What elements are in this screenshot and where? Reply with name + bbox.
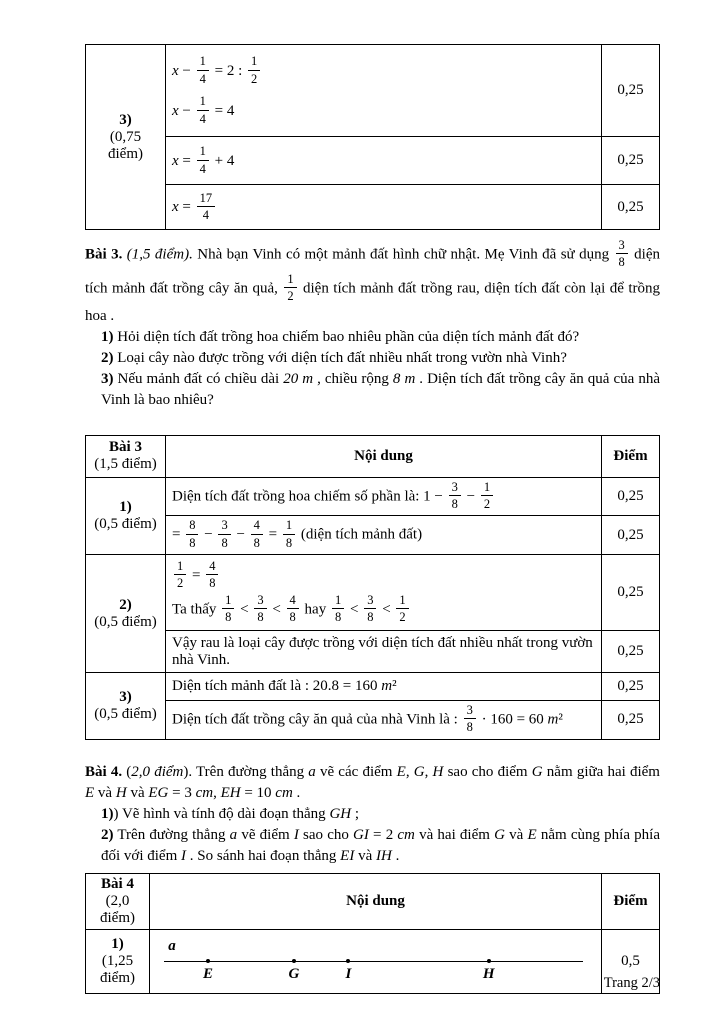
content-column-header: Nội dung — [166, 435, 602, 477]
bai3-part2-label: 2) (0,5 điểm) — [86, 555, 166, 673]
score-cell: 0,25 — [602, 185, 660, 230]
score-cell: 0,25 — [602, 631, 660, 673]
page-number: Trang 2/3 — [603, 975, 660, 991]
score-cell: 0,25 — [602, 45, 660, 137]
score-cell: 0,5 — [602, 929, 660, 993]
bai4-problem-intro: Bài 4. (2,0 điểm). Trên đường thẳng a vẽ các điểm E, G, H sao cho điểm G nằm giữa hai điểm E và H và EG = 3 cm, EH = 10 cm . — [85, 763, 660, 801]
bai3-question-3: 3) Nếu mảnh đất có chiều dài 20 m , chiều rộng 8 m . Diện tích đất trồng cây ăn quả của nhà Vinh là bao nhiêu? — [101, 370, 660, 408]
score-cell: 0,25 — [602, 516, 660, 555]
bai3-part3-label: 3) (0,5 điểm) — [86, 673, 166, 740]
bai3-question-1: 1) Hỏi diện tích đất trồng hoa chiếm bao nhiêu phần của diện tích mảnh đất đó? — [101, 328, 580, 345]
bai2-part3-label: 3) (0,75 điểm) — [86, 45, 166, 230]
bai2-part3-step1: x − $\frac{1}{4}$ = 2 : $\frac{1}{2}$ x − $\frac{1}{4}$ = 4 — [166, 45, 602, 137]
bai4-question-1: 1)) Vẽ hình và tính độ dài đoạn thẳng GH ; — [101, 805, 360, 822]
bai3-part3-step1: Diện tích mảnh đất là : 20.8 = 160 m² — [166, 673, 602, 701]
bai3-answer-table — [85, 435, 660, 740]
score-cell: 0,25 — [602, 555, 660, 631]
bai3-part1-step1: Diện tích đất trồng hoa chiếm số phần là: 1 − $\frac{3}{8}$ − $\frac{1}{2}$ — [166, 477, 602, 516]
bai2-part3-step3: x = $\frac{17}{4}$ — [166, 185, 602, 230]
score-cell: 0,25 — [602, 673, 660, 701]
line-a — [164, 961, 583, 962]
number-line-diagram: a E G I H — [164, 935, 583, 987]
bai3-table-title: Bài 3 (1,5 điểm) — [86, 435, 166, 477]
bai4-part1-figure-cell — [150, 929, 602, 993]
score-column-header: Điểm — [602, 435, 660, 477]
bai2-solution-table — [85, 44, 660, 230]
bai3-part2-step1: $\frac{1}{2}$ = $\frac{4}{8}$ Ta thấy $\frac{1}{8}$ < $\frac{3}{8}$ < $\frac{4}{8}$ hay $\frac{1}{8}$ < $\frac{3}{8}$ < $\frac{1}{2}$ — [166, 555, 602, 631]
bai4-part1-label: 1) (1,25 điểm) — [86, 929, 150, 993]
score-cell: 0,25 — [602, 701, 660, 740]
bai3-part1-label: 1) (0,5 điểm) — [86, 477, 166, 555]
bai3-part2-step2: Vậy rau là loại cây được trồng với diện tích đất nhiều nhất trong vườn nhà Vinh. — [166, 631, 602, 673]
score-cell: 0,25 — [602, 137, 660, 185]
bai4-table-title: Bài 4 (2,0 điểm) — [86, 873, 150, 929]
score-column-header: Điểm — [602, 873, 660, 929]
bai3-question-2: 2) Loại cây nào được trồng với diện tích đất nhiều nhất trong vườn nhà Vinh? — [101, 349, 567, 366]
bai2-part3-step2: x = $\frac{1}{4}$ + 4 — [166, 137, 602, 185]
bai3-part1-step2: = $\frac{8}{8}$ − $\frac{3}{8}$ − $\frac{4}{8}$ = $\frac{1}{8}$ (diện tích mảnh đất) — [166, 516, 602, 555]
bai4-question-2: 2) Trên đường thẳng a vẽ điểm I sao cho GI = 2 cm và hai điểm G và E nằm cùng phía phía đối với điểm I . So sánh hai đoạn thẳng EI và IH . — [101, 826, 660, 864]
bai4-answer-table — [85, 873, 660, 994]
score-cell: 0,25 — [602, 477, 660, 516]
bai3-part3-step2: Diện tích đất trồng cây ăn quả của nhà Vinh là : $\frac{3}{8}$ · 160 = 60 m² — [166, 701, 602, 740]
bai3-problem-intro: Bài 3. (1,5 điểm). Nhà bạn Vinh có một mảnh đất hình chữ nhật. Mẹ Vinh đã sử dụng $\frac{3}{8}$ diện tích mảnh đất trồng cây ăn quả, $\frac{1}{2}$ diện tích mảnh đất trồng rau, diện tích đất còn lại để trồng hoa . — [85, 238, 661, 324]
line-a-label: a — [168, 938, 176, 955]
content-column-header: Nội dung — [150, 873, 602, 929]
